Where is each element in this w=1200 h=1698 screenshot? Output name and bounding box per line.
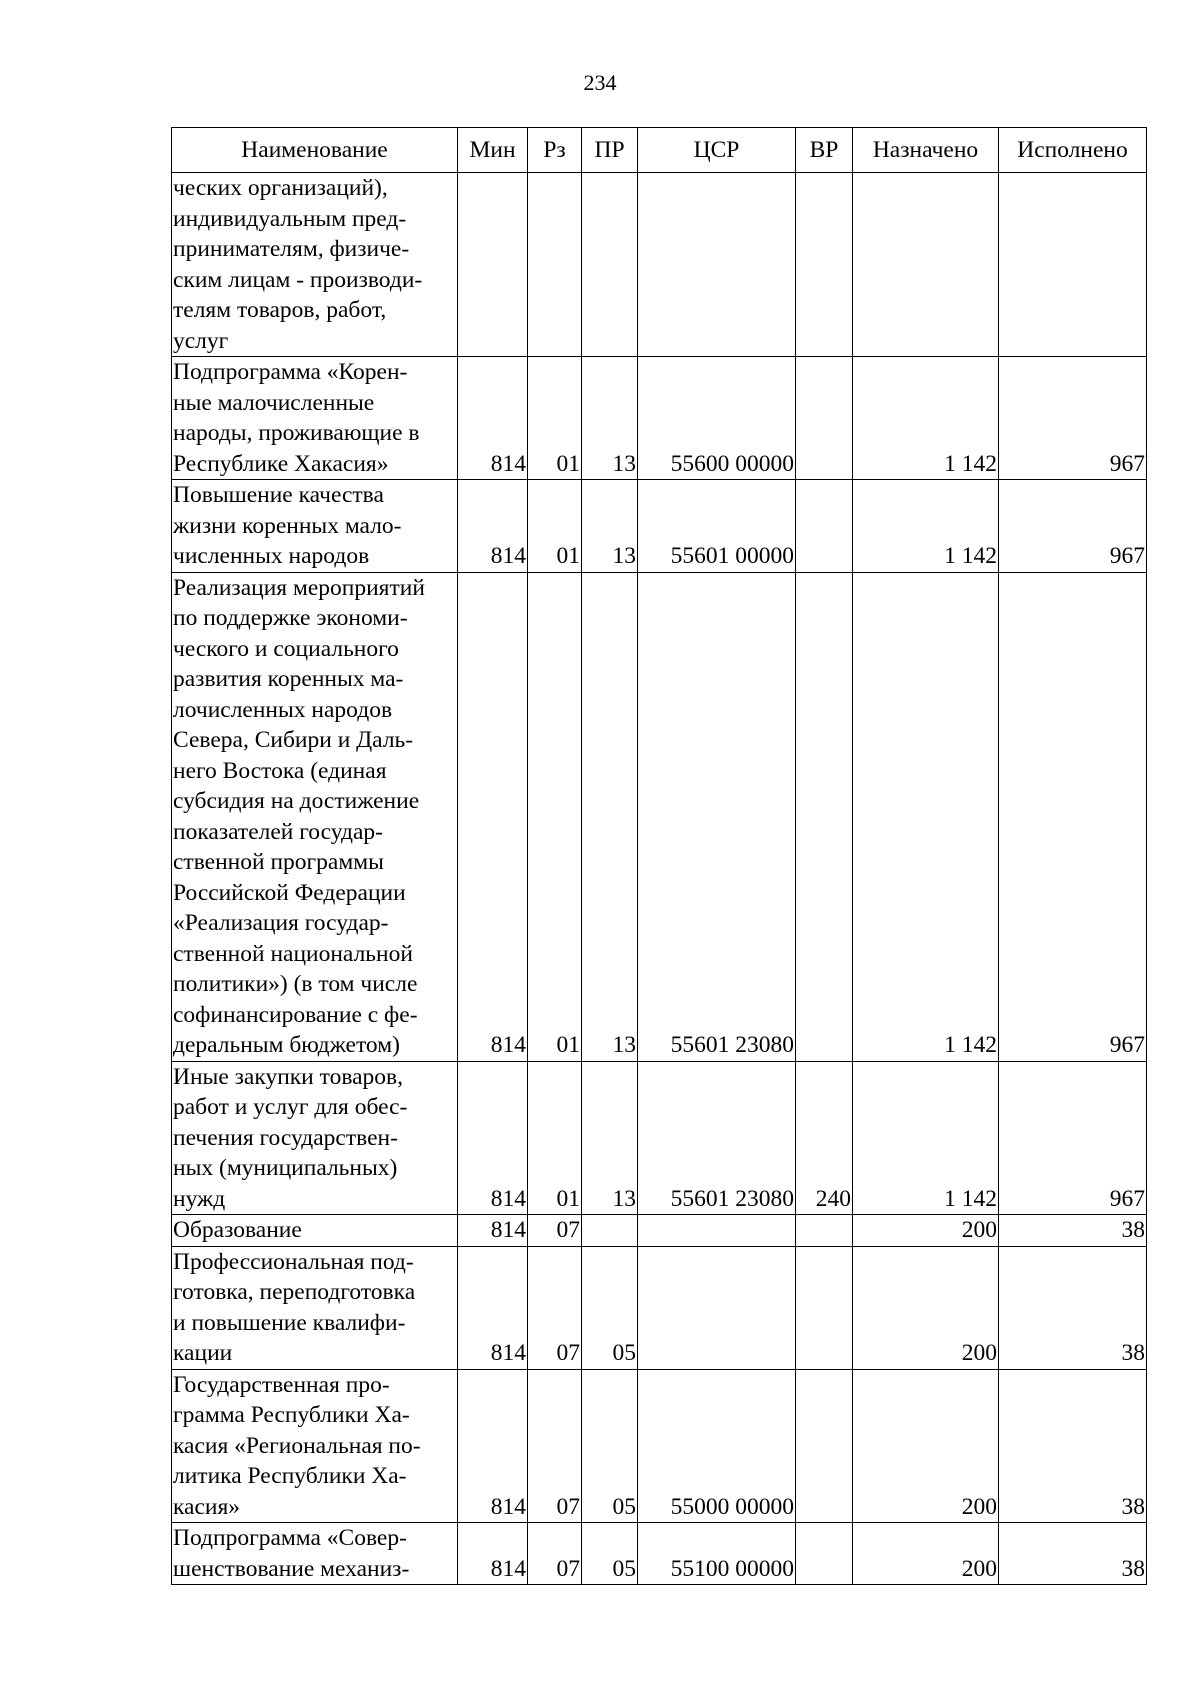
header-rz: Рз bbox=[528, 128, 582, 173]
cell-executed bbox=[999, 173, 1147, 357]
cell-pr: 13 bbox=[582, 480, 638, 573]
header-vr: ВР bbox=[796, 128, 853, 173]
cell-rz: 07 bbox=[528, 1215, 582, 1247]
cell-min: 814 bbox=[458, 1215, 528, 1247]
cell-name: Подпрограмма «Совер- шенствование механиз- bbox=[172, 1523, 458, 1585]
cell-vr bbox=[796, 1369, 853, 1523]
cell-assigned: 200 bbox=[853, 1246, 999, 1369]
cell-name: Повышение качества жизни коренных мало- численных народов bbox=[172, 480, 458, 573]
table-row bbox=[172, 1061, 1147, 1215]
cell-rz: 07 bbox=[528, 1246, 582, 1369]
cell-vr bbox=[796, 357, 853, 480]
cell-name: ческих организаций), индивидуальным пред- принимателям, физиче- ским лицам - производи- телям товаров, работ, услуг bbox=[172, 173, 458, 357]
cell-pr: 05 bbox=[582, 1369, 638, 1523]
cell-vr bbox=[796, 1215, 853, 1247]
cell-vr bbox=[796, 173, 853, 357]
header-pr: ПР bbox=[582, 128, 638, 173]
table-row bbox=[172, 1369, 1147, 1523]
budget-table bbox=[171, 127, 1147, 1585]
cell-vr bbox=[796, 1246, 853, 1369]
header-name: Наименование bbox=[172, 128, 458, 173]
cell-min: 814 bbox=[458, 1369, 528, 1523]
table-row bbox=[172, 1523, 1147, 1585]
cell-vr: 240 bbox=[796, 1061, 853, 1215]
cell-rz: 07 bbox=[528, 1523, 582, 1585]
cell-assigned: 1 142 bbox=[853, 357, 999, 480]
cell-executed: 967 bbox=[999, 1061, 1147, 1215]
header-min: Мин bbox=[458, 128, 528, 173]
cell-rz: 01 bbox=[528, 1061, 582, 1215]
table-row bbox=[172, 173, 1147, 357]
header-executed: Исполнено bbox=[999, 128, 1147, 173]
cell-pr: 13 bbox=[582, 572, 638, 1061]
cell-min: 814 bbox=[458, 480, 528, 573]
cell-csr: 55601 23080 bbox=[638, 1061, 796, 1215]
cell-csr: 55000 00000 bbox=[638, 1369, 796, 1523]
cell-assigned: 200 bbox=[853, 1369, 999, 1523]
cell-pr: 05 bbox=[582, 1246, 638, 1369]
cell-assigned: 1 142 bbox=[853, 480, 999, 573]
cell-executed: 38 bbox=[999, 1369, 1147, 1523]
cell-csr: 55601 23080 bbox=[638, 572, 796, 1061]
header-assigned: Назначено bbox=[853, 128, 999, 173]
cell-name: Государственная про- грамма Республики Ха- касия «Региональная по- литика Республики Ха- касия» bbox=[172, 1369, 458, 1523]
cell-csr bbox=[638, 1215, 796, 1247]
table-body bbox=[172, 173, 1147, 1585]
cell-rz: 01 bbox=[528, 357, 582, 480]
cell-executed: 38 bbox=[999, 1246, 1147, 1369]
cell-name: Иные закупки товаров, работ и услуг для обес- печения государствен- ных (муниципальных) нужд bbox=[172, 1061, 458, 1215]
cell-executed: 967 bbox=[999, 480, 1147, 573]
cell-rz: 01 bbox=[528, 572, 582, 1061]
table-header bbox=[172, 128, 1147, 173]
cell-executed: 967 bbox=[999, 357, 1147, 480]
cell-csr: 55600 00000 bbox=[638, 357, 796, 480]
cell-pr: 13 bbox=[582, 1061, 638, 1215]
cell-executed: 38 bbox=[999, 1215, 1147, 1247]
cell-assigned: 1 142 bbox=[853, 1061, 999, 1215]
cell-rz: 07 bbox=[528, 1369, 582, 1523]
cell-rz: 01 bbox=[528, 480, 582, 573]
cell-min: 814 bbox=[458, 1523, 528, 1585]
cell-pr: 05 bbox=[582, 1523, 638, 1585]
header-csr: ЦСР bbox=[638, 128, 796, 173]
cell-name: Подпрограмма «Корен- ные малочисленные народы, проживающие в Республике Хакасия» bbox=[172, 357, 458, 480]
cell-executed: 38 bbox=[999, 1523, 1147, 1585]
cell-name: Образование bbox=[172, 1215, 458, 1247]
cell-vr bbox=[796, 480, 853, 573]
cell-assigned: 200 bbox=[853, 1215, 999, 1247]
table-row bbox=[172, 357, 1147, 480]
cell-min: 814 bbox=[458, 1246, 528, 1369]
cell-vr bbox=[796, 1523, 853, 1585]
cell-vr bbox=[796, 572, 853, 1061]
cell-executed: 967 bbox=[999, 572, 1147, 1061]
cell-csr bbox=[638, 173, 796, 357]
header-row bbox=[172, 128, 1147, 173]
cell-assigned: 200 bbox=[853, 1523, 999, 1585]
cell-csr: 55601 00000 bbox=[638, 480, 796, 573]
cell-min: 814 bbox=[458, 1061, 528, 1215]
cell-name: Профессиональная под- готовка, переподготовка и повышение квалифи- кации bbox=[172, 1246, 458, 1369]
table-row bbox=[172, 1246, 1147, 1369]
cell-name: Реализация мероприятий по поддержке экономи- ческого и социального развития коренных ма- лочисленных народов Севера, Сибири и Даль- него Востока (единая субсидия на достижение показателей государ- ственной программы Российской Федерации «Реализация государ- ственной национальной политики») (в том числе софинансирование с фе- деральным бюджетом) bbox=[172, 572, 458, 1061]
cell-rz bbox=[528, 173, 582, 357]
cell-pr: 13 bbox=[582, 357, 638, 480]
table-row bbox=[172, 1215, 1147, 1247]
cell-min: 814 bbox=[458, 357, 528, 480]
cell-min: 814 bbox=[458, 572, 528, 1061]
cell-csr bbox=[638, 1246, 796, 1369]
cell-csr: 55100 00000 bbox=[638, 1523, 796, 1585]
table-row bbox=[172, 572, 1147, 1061]
page-number: 234 bbox=[583, 70, 617, 95]
cell-pr bbox=[582, 1215, 638, 1247]
cell-min bbox=[458, 173, 528, 357]
cell-pr bbox=[582, 173, 638, 357]
cell-assigned bbox=[853, 173, 999, 357]
table-row bbox=[172, 480, 1147, 573]
cell-assigned: 1 142 bbox=[853, 572, 999, 1061]
